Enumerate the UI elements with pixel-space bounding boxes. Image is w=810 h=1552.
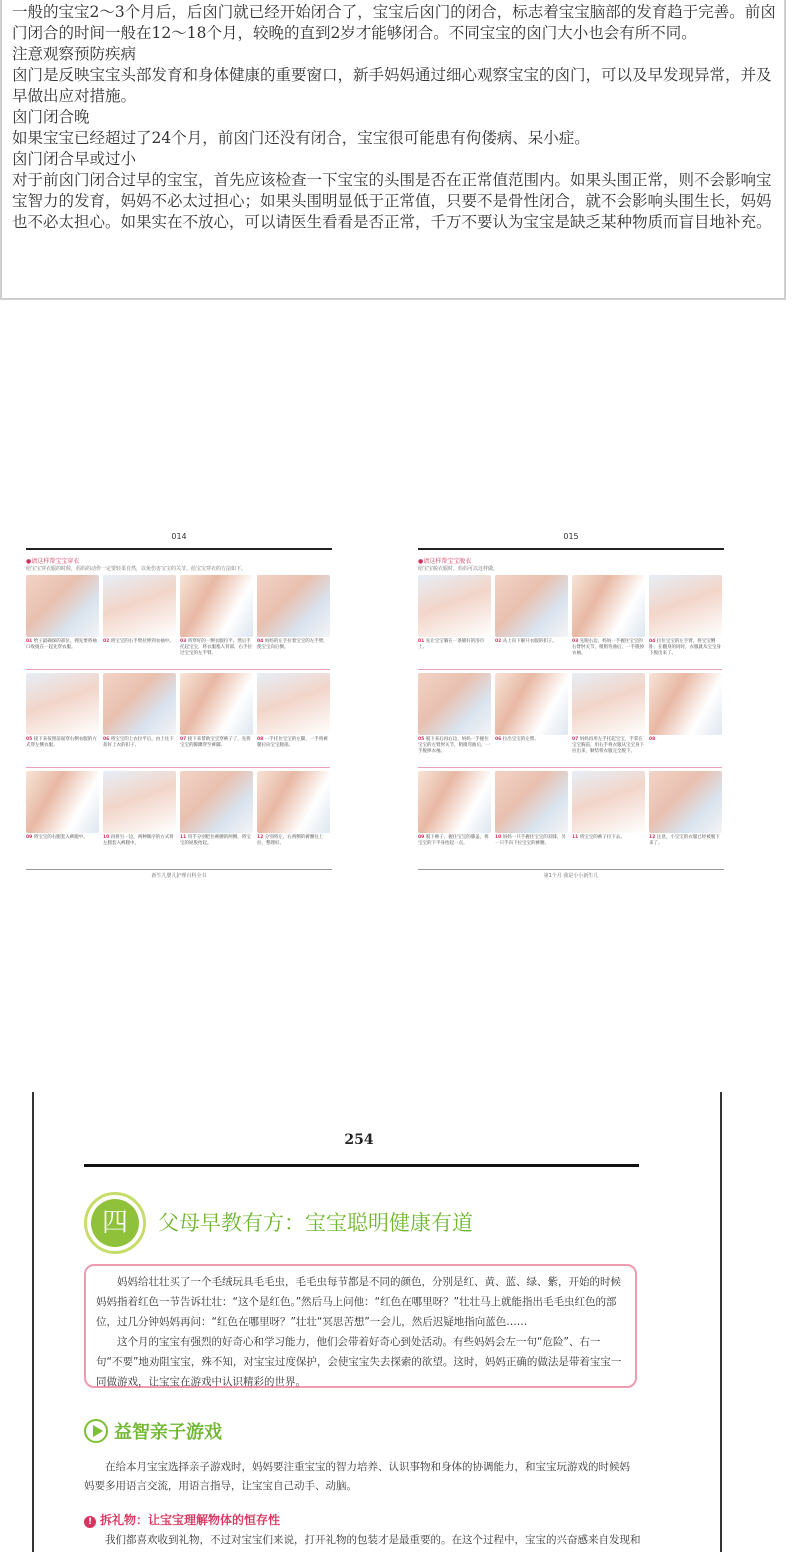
header-rule bbox=[84, 1164, 639, 1167]
photo-caption: 01 给子最确保的部位。拥先要将袖口收拢在一起先穿衣服。 bbox=[26, 639, 97, 650]
photo-caption: 09 将宝宝的右腿套入裤腿中。 bbox=[26, 835, 88, 840]
photo bbox=[103, 575, 176, 637]
section-title: ● 请这样帮宝宝脱衣 bbox=[418, 556, 724, 565]
book-page-015 bbox=[418, 530, 724, 900]
photo-caption: 06 将宝宝的上衣拉平后，由上往下扣好上衣的扣子。 bbox=[103, 737, 174, 748]
article-paragraph: 囟门是反映宝宝头部发育和身体健康的重要窗口，新手妈妈通过细心观察宝宝的囟门，可以及早发现异常，并及早做出应对措施。 bbox=[12, 66, 772, 105]
section-subtitle: 给宝宝穿衣服的时候，妈妈的动作一定要轻柔自然，以免伤害宝宝的关节。给宝宝穿衣的方法如下。 bbox=[26, 566, 247, 572]
article-paragraph: 如果宝宝已经超过了24个月，前囟门还没有闭合，宝宝很可能患有佝偻病、呆小症。 bbox=[12, 129, 590, 147]
article-heading: 囟门闭合晚 bbox=[12, 108, 90, 126]
photo bbox=[572, 575, 645, 637]
photo-caption: 06 拉出宝宝的左臂。 bbox=[495, 737, 539, 742]
subsection-title bbox=[84, 1511, 280, 1528]
photo-caption: 03 先脱右边，妈妈一手握住宝宝的右臂肘关节，稍稍弯曲后，一手脱掉衣袖。 bbox=[572, 639, 644, 656]
photo-grid bbox=[26, 575, 332, 865]
row-divider bbox=[418, 669, 722, 670]
photo-caption: 11 将宝宝的裤子拉下去。 bbox=[572, 835, 625, 840]
book-page-254 bbox=[32, 1092, 722, 1552]
photo-caption: 12 分别将左、右两侧的裤腰往上拉，整理好。 bbox=[257, 835, 324, 846]
chapter-badge bbox=[84, 1192, 146, 1254]
photo bbox=[26, 575, 99, 637]
article-paragraph: 一般的宝宝2～3个月后，后囟门就已经开始闭合了，宝宝后囟门的闭合，标志着宝宝脑部的发育趋于完善。前囟门闭合的时间一般在12～18个月，较晚的直到2岁才能够闭合。不同宝宝的囟门大小也会有所不同。 bbox=[12, 3, 776, 42]
photo bbox=[257, 673, 330, 735]
row-divider bbox=[26, 669, 330, 670]
photo bbox=[180, 771, 253, 833]
page-footer: 新生儿婴儿护理百科全书 bbox=[26, 869, 332, 879]
chapter-number: 四 bbox=[91, 1199, 139, 1247]
row-divider bbox=[418, 767, 722, 768]
page-number: 015 bbox=[563, 532, 579, 541]
photo-caption: 08 一手托住宝宝的左脚，一手将裤腿拉向宝宝腿部。 bbox=[257, 737, 328, 748]
book-page-014 bbox=[26, 530, 332, 900]
header-rule bbox=[26, 548, 332, 550]
photo-caption: 09 脱下裤子，握住宝宝的膝盖，将宝宝的下半身抬起一点。 bbox=[418, 835, 489, 846]
article-textbox bbox=[0, 0, 786, 300]
photo bbox=[649, 575, 722, 637]
photo-caption: 07 接下来帮助宝宝穿裤子了，先将宝宝的脚踝穿至裤脚。 bbox=[180, 737, 251, 748]
header-rule bbox=[418, 548, 724, 550]
photo bbox=[495, 771, 568, 833]
photo bbox=[103, 771, 176, 833]
subsection-body: 我们都喜欢收到礼物，不过对宝宝们来说，打开礼物的包装才是最重要的。在这个过程中，宝宝的兴奋感来自发现和 bbox=[105, 1534, 641, 1546]
section-title: 益智亲子游戏 bbox=[114, 1422, 222, 1443]
intro-paragraph: 在给本月宝宝选择亲子游戏时，妈妈要注重宝宝的智力培养、认识事物和身体的协调能力，和宝宝玩游戏的时候妈妈要多用语言交流，用语言指导，让宝宝自己动手、动脑。 bbox=[84, 1461, 630, 1492]
photo-caption: 07 妈妈再用左手托起宝宝，手掌在宝宝胸前，用右手将衣服从宝宝身下拉出来，顺势将衣服完全脱下。 bbox=[572, 737, 644, 754]
photo-caption: 12 注意，小宝宝的衣服已经被脱下来了。 bbox=[649, 835, 720, 846]
photo bbox=[103, 673, 176, 735]
photo-grid bbox=[418, 575, 724, 865]
subsection-title-text: 拆礼物：让宝宝理解物体的恒存性 bbox=[100, 1513, 281, 1527]
exclamation-icon: ! bbox=[84, 1516, 96, 1528]
article-heading: 注意观察预防疾病 bbox=[12, 45, 137, 63]
story-paragraph: 妈妈给壮壮买了一个毛绒玩具毛毛虫，毛毛虫每节都是不同的颜色，分别是红、黄、蓝、绿、紫，开始的时候妈妈指着红色一节告诉壮壮：“这个是红色。”然后马上问他：“红色在哪里呀？”壮壮马上就能指出毛毛虫红色的部位，过几分钟妈妈再问：“红色在哪里呀？”壮壮“冥思苦想”一会儿，然后迟疑地指向蓝色…… bbox=[96, 1276, 621, 1328]
photo-caption: 03 将穿好的一侧衣服拉平。然后手托起宝宝，将衣服塞入背部，右手拉过宝宝的左手臂。 bbox=[180, 639, 252, 656]
section-intro bbox=[84, 1458, 640, 1496]
page-number: 254 bbox=[344, 1132, 374, 1148]
photo-caption: 04 妈妈的左手拉着宝宝的左手臂，使宝宝向后倒。 bbox=[257, 639, 328, 650]
story-box bbox=[84, 1264, 637, 1388]
photo-caption: 08 bbox=[649, 737, 656, 742]
photo bbox=[257, 771, 330, 833]
photo bbox=[418, 673, 491, 735]
photo bbox=[649, 673, 722, 735]
photo bbox=[649, 771, 722, 833]
photo bbox=[418, 771, 491, 833]
photo-caption: 11 用手分别把住裤腰的两侧，将宝宝的屁股抬起。 bbox=[180, 835, 251, 846]
photo bbox=[418, 575, 491, 637]
photo-caption: 05 脱下来后再右边，妈妈一手握住宝宝的左臂肘关节，稍微弯曲后，一手脱掉衣袖。 bbox=[418, 737, 490, 754]
page-footer: 第1个月 我是小小新生儿 bbox=[418, 869, 724, 879]
section-title: ● 请这样帮宝宝穿衣 bbox=[26, 556, 332, 565]
article-heading: 囟门闭合早或过小 bbox=[12, 150, 137, 168]
photo bbox=[180, 575, 253, 637]
photo-caption: 04 拉住宝宝的左手臂，将宝宝侧卧，在翻身的同时，衣服就从宝宝身下脱出来了。 bbox=[649, 639, 721, 656]
photo-caption: 01 先让宝宝躺在一条铺好的浴巾上。 bbox=[418, 639, 485, 650]
photo bbox=[26, 771, 99, 833]
page-number: 014 bbox=[171, 532, 187, 541]
section-subtitle: 给宝宝脱衣服时，妈妈可以这样做。 bbox=[418, 566, 499, 572]
photo bbox=[26, 673, 99, 735]
photo bbox=[572, 771, 645, 833]
photo-caption: 02 从上向下解开衣服的扣子。 bbox=[495, 639, 557, 644]
row-divider bbox=[26, 767, 330, 768]
play-icon bbox=[84, 1419, 108, 1443]
story-paragraph: 这个月的宝宝有强烈的好奇心和学习能力，他们会带着好奇心到处活动。有些妈妈会左一句“危险”、右一句“不要”地劝阻宝宝，殊不知，对宝宝过度保护，会使宝宝失去探索的欲望。这时，妈妈正确的做法是带着宝宝一同做游戏，让宝宝在游戏中认识精彩的世界。 bbox=[96, 1336, 622, 1388]
photo bbox=[572, 673, 645, 735]
article-paragraph: 对于前囟门闭合过早的宝宝，首先应该检查一下宝宝的头围是否在正常值范围内。如果头围正常，则不会影响宝宝智力的发育，妈妈不必太过担心；如果头围明显低于正常值，只要不是骨性闭合，就不会影响头围生长，妈妈也不必太担心。如果实在不放心，可以请医生看看是否正常，千万不要认为宝宝是缺乏某种物质而盲目地补充。 bbox=[12, 171, 772, 231]
photo-caption: 10 妈妈一只手握住宝宝的双膝，另一只手向下拉宝宝的裤腰。 bbox=[495, 835, 566, 846]
photo bbox=[495, 575, 568, 637]
photo-caption: 02 将宝宝的右手臂拉伸到衣袖中。 bbox=[103, 639, 174, 644]
photo bbox=[257, 575, 330, 637]
photo bbox=[180, 673, 253, 735]
photo bbox=[495, 673, 568, 735]
chapter-title: 父母早教有方：宝宝聪明健康有道 bbox=[158, 1211, 473, 1235]
photo-caption: 05 接下来按照前面穿右侧衣服的方式穿左侧衣服。 bbox=[26, 737, 97, 748]
photo-caption: 10 再将另一边，两种顺序的方式将左腿套入裤腿中。 bbox=[103, 835, 174, 846]
